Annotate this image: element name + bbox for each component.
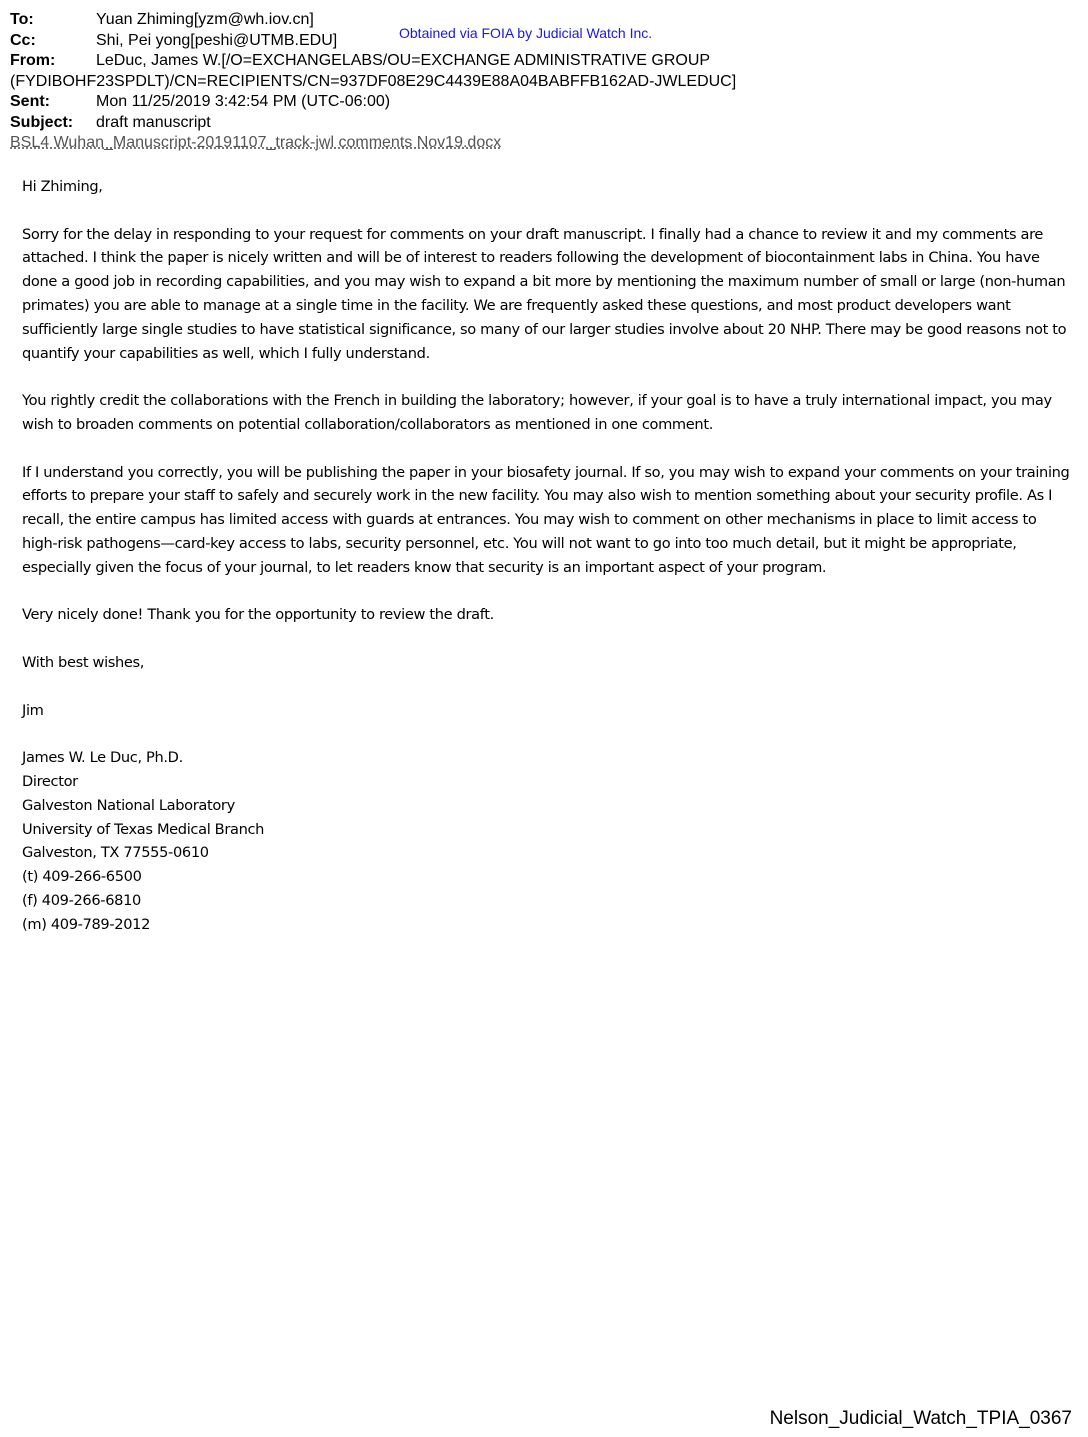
email-body	[22, 175, 1072, 937]
signature-title: Director	[22, 772, 78, 790]
attachment-link[interactable]: BSL4 Wuhan_Manuscript-20191107_track-jwl comments Nov19.docx	[10, 134, 502, 151]
cc-label: Cc:	[10, 31, 36, 49]
signature-address: Galveston, TX 77555-0610	[22, 844, 209, 862]
signature-org: Galveston National Laboratory	[22, 796, 235, 814]
signature-block	[22, 746, 1072, 936]
foia-watermark: Obtained via FOIA by Judicial Watch Inc.	[399, 25, 653, 41]
from-value-line1: LeDuc, James W.[/O=EXCHANGELABS/OU=EXCHANGE ADMINISTRATIVE GROUP	[96, 52, 711, 69]
greeting: Hi Zhiming,	[22, 178, 103, 195]
signature-phone-f: (f) 409-266-6810	[22, 891, 141, 909]
cc-value: Shi, Pei yong[peshi@UTMB.EDU]	[96, 31, 338, 49]
from-label: From:	[10, 52, 56, 69]
sent-label: Sent:	[10, 93, 50, 110]
subject-row	[10, 113, 736, 134]
signature-phone-t: (t) 409-266-6500	[22, 868, 142, 886]
body-paragraph: Very nicely done! Thank you for the opportunity to review the draft.	[22, 606, 494, 624]
closing: With best wishes,	[22, 653, 145, 671]
to-label: To:	[10, 11, 34, 28]
body-paragraph: You rightly credit the collaborations with the French in building the laboratory; however, if your goal is to have a truly international impact, you may wish to broaden comments on potential collaboration/collaborators as mentioned in one comment.	[22, 392, 1052, 433]
subject-value: draft manuscript	[96, 113, 211, 131]
signature-phone-m: (m) 409-789-2012	[22, 915, 151, 933]
body-paragraph: If I understand you correctly, you will be publishing the paper in your biosafety journal. If so, you may wish to expand your comments on your training efforts to prepare your staff to safely and securely work in the new facility. You may also wish to mention something about your security profile. As I recall, the entire campus has limited access with guards at entrances. You may wish to comment on other mechanisms in place to limit access to high-risk pathogens—card-key access to labs, security personnel, etc. You will not want to go into too much detail, but it might be appropriate, especially given the focus of your journal, to let readers know that security is an important aspect of your program.	[22, 463, 1070, 576]
from-value-line2: (FYDIBOHF23SPDLT)/CN=RECIPIENTS/CN=937DF08E29C4439E88A04BABFFB162AD-JWLEDUC]	[10, 72, 737, 90]
sent-row	[10, 92, 736, 113]
subject-label: Subject:	[10, 113, 74, 131]
to-value: Yuan Zhiming[yzm@wh.iov.cn]	[96, 11, 314, 28]
body-paragraph: Sorry for the delay in responding to your request for comments on your draft manuscript. I finally had a chance to review it and my comments are attached. I think the paper is nicely written and will be of interest to readers following the development of biocontainment labs in China. You have done a good job in recording capabilities, and you may wish to expand a bit more by mentioning the maximum number of small or large (non-human primates) you are able to manage at a single time in the facility. We are frequently asked these questions, and most product developers want sufficiently large single studies to have statistical significance, so many of our larger studies involve about 20 NHP. There may be good reasons not to quantify your capabilities as well, which I fully understand.	[22, 225, 1067, 362]
bates-number: Nelson_Judicial_Watch_TPIA_0367	[769, 1408, 1072, 1429]
from-row	[10, 51, 736, 72]
signature-institution: University of Texas Medical Branch	[22, 820, 265, 838]
sent-value: Mon 11/25/2019 3:42:54 PM (UTC-06:00)	[96, 93, 391, 110]
sign-name: Jim	[22, 701, 44, 719]
signature-name: James W. Le Duc, Ph.D.	[22, 749, 183, 767]
